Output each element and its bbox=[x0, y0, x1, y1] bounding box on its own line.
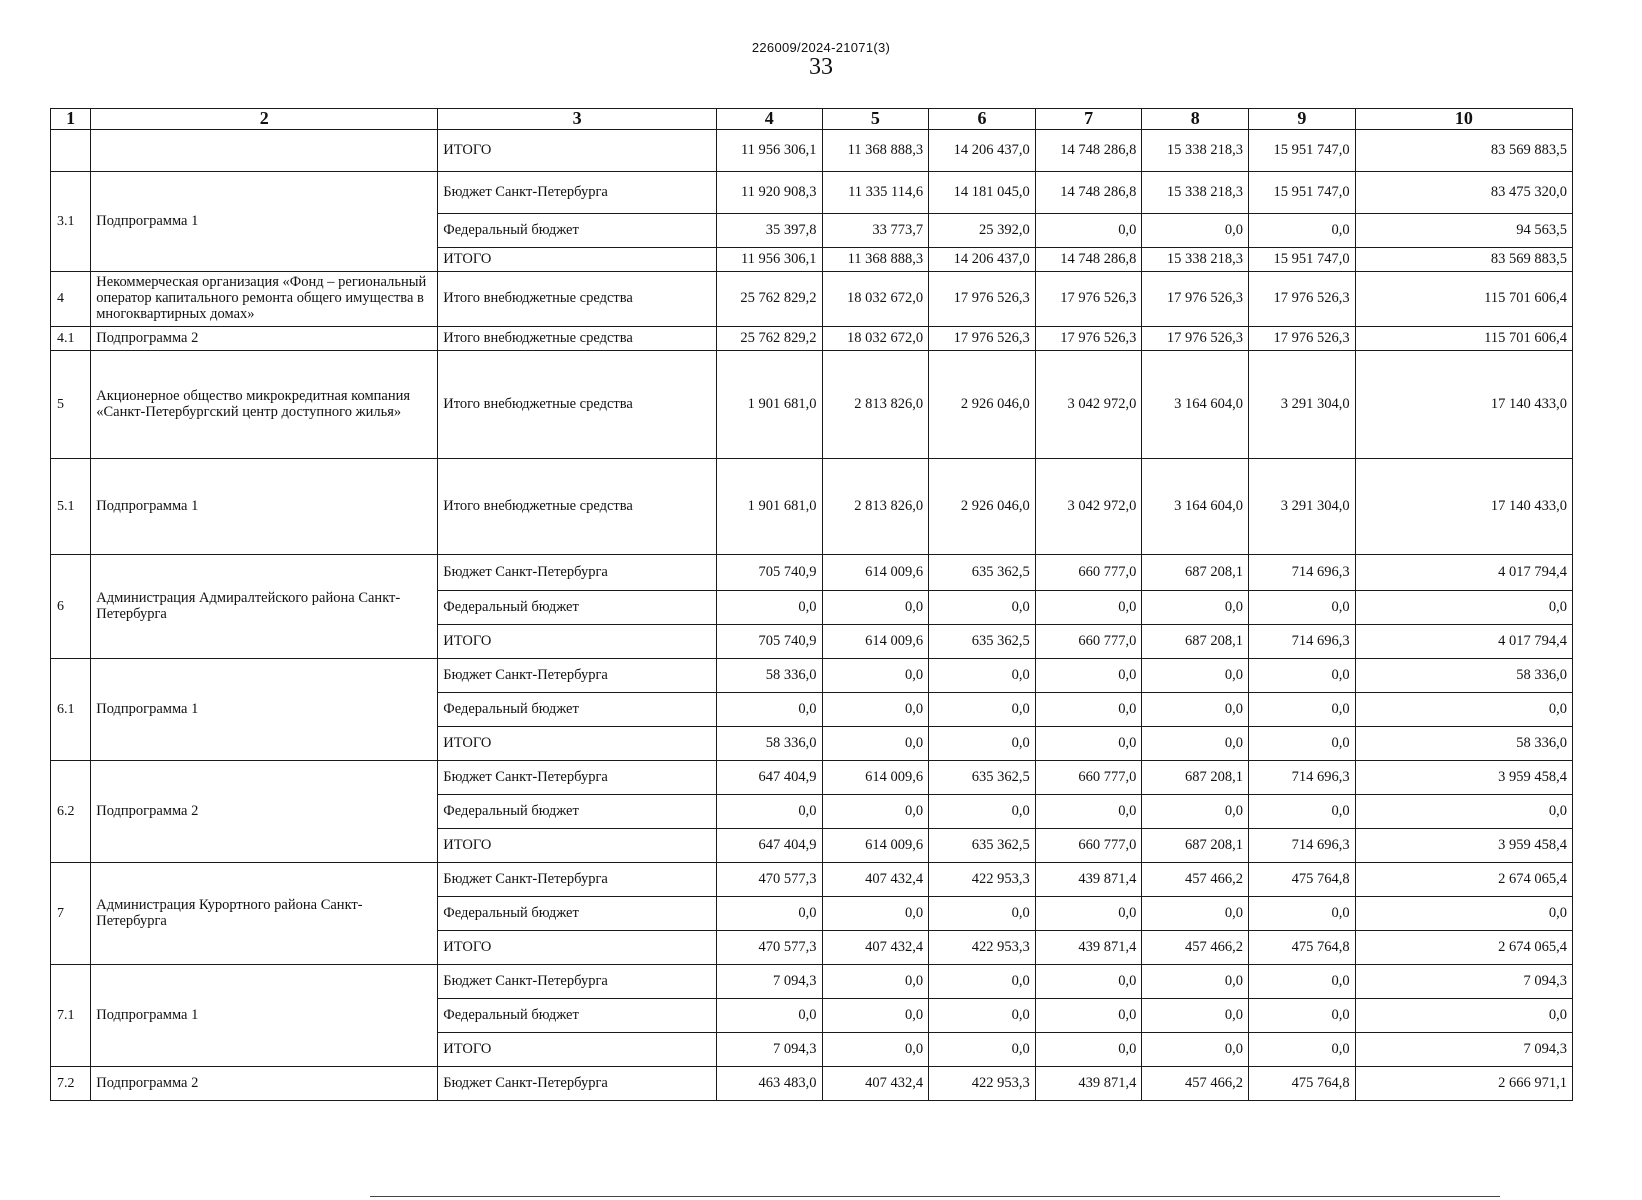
value-cell: 0,0 bbox=[1142, 693, 1249, 727]
funding-source-cell: Итого внебюджетные средства bbox=[438, 351, 717, 459]
value-cell: 457 466,2 bbox=[1142, 863, 1249, 897]
value-cell: 15 951 747,0 bbox=[1249, 130, 1356, 172]
value-cell: 25 762 829,2 bbox=[716, 272, 822, 327]
value-cell: 0,0 bbox=[929, 897, 1036, 931]
header-cell: 3 bbox=[438, 109, 717, 130]
header-cell: 10 bbox=[1355, 109, 1572, 130]
value-cell: 0,0 bbox=[1249, 693, 1356, 727]
value-cell: 0,0 bbox=[1249, 897, 1356, 931]
value-cell: 0,0 bbox=[1035, 727, 1142, 761]
value-cell: 2 813 826,0 bbox=[822, 459, 929, 555]
value-cell: 0,0 bbox=[716, 591, 822, 625]
value-cell: 17 976 526,3 bbox=[929, 327, 1036, 351]
value-cell: 11 368 888,3 bbox=[822, 130, 929, 172]
value-cell: 0,0 bbox=[929, 591, 1036, 625]
value-cell: 660 777,0 bbox=[1035, 829, 1142, 863]
total-value-cell: 7 094,3 bbox=[1355, 1033, 1572, 1067]
value-cell: 14 748 286,8 bbox=[1035, 248, 1142, 272]
row-name-cell: Подпрограмма 1 bbox=[91, 659, 438, 761]
value-cell: 687 208,1 bbox=[1142, 625, 1249, 659]
funding-source-cell: ИТОГО bbox=[438, 931, 717, 965]
header-row bbox=[51, 109, 1573, 130]
total-value-cell: 17 140 433,0 bbox=[1355, 459, 1572, 555]
value-cell: 0,0 bbox=[1142, 727, 1249, 761]
header-cell: 4 bbox=[716, 109, 822, 130]
value-cell: 0,0 bbox=[929, 795, 1036, 829]
value-cell: 0,0 bbox=[1035, 659, 1142, 693]
row-number-cell: 7.1 bbox=[51, 965, 91, 1067]
total-value-cell: 17 140 433,0 bbox=[1355, 351, 1572, 459]
value-cell: 457 466,2 bbox=[1142, 931, 1249, 965]
value-cell: 17 976 526,3 bbox=[1249, 272, 1356, 327]
funding-source-cell: Итого внебюджетные средства bbox=[438, 459, 717, 555]
value-cell: 470 577,3 bbox=[716, 931, 822, 965]
value-cell: 35 397,8 bbox=[716, 214, 822, 248]
value-cell: 3 291 304,0 bbox=[1249, 459, 1356, 555]
total-value-cell: 58 336,0 bbox=[1355, 659, 1572, 693]
row-number-cell: 5.1 bbox=[51, 459, 91, 555]
value-cell: 714 696,3 bbox=[1249, 761, 1356, 795]
document-number: 226009/2024-21071(3) bbox=[751, 40, 891, 55]
value-cell: 705 740,9 bbox=[716, 555, 822, 591]
row-number-cell bbox=[51, 130, 91, 172]
value-cell: 0,0 bbox=[822, 659, 929, 693]
value-cell: 635 362,5 bbox=[929, 829, 1036, 863]
total-value-cell: 94 563,5 bbox=[1355, 214, 1572, 248]
header-cell: 6 bbox=[929, 109, 1036, 130]
value-cell: 1 901 681,0 bbox=[716, 459, 822, 555]
row-name-cell: Некоммерческая организация «Фонд – региональный оператор капитального ремонта общего имущества в многоквартирных домах» bbox=[91, 272, 438, 327]
table-row bbox=[51, 659, 1573, 693]
header-cell: 1 bbox=[51, 109, 91, 130]
total-value-cell: 2 666 971,1 bbox=[1355, 1067, 1572, 1101]
total-value-cell: 0,0 bbox=[1355, 591, 1572, 625]
value-cell: 14 748 286,8 bbox=[1035, 172, 1142, 214]
value-cell: 475 764,8 bbox=[1249, 863, 1356, 897]
table-row bbox=[51, 555, 1573, 591]
total-value-cell: 83 475 320,0 bbox=[1355, 172, 1572, 214]
value-cell: 705 740,9 bbox=[716, 625, 822, 659]
value-cell: 0,0 bbox=[822, 795, 929, 829]
value-cell: 0,0 bbox=[822, 965, 929, 999]
table-row bbox=[51, 327, 1573, 351]
total-value-cell: 83 569 883,5 bbox=[1355, 130, 1572, 172]
value-cell: 0,0 bbox=[1249, 727, 1356, 761]
total-value-cell: 7 094,3 bbox=[1355, 965, 1572, 999]
value-cell: 0,0 bbox=[1249, 965, 1356, 999]
value-cell: 614 009,6 bbox=[822, 761, 929, 795]
value-cell: 635 362,5 bbox=[929, 761, 1036, 795]
value-cell: 614 009,6 bbox=[822, 829, 929, 863]
value-cell: 0,0 bbox=[1142, 795, 1249, 829]
value-cell: 614 009,6 bbox=[822, 625, 929, 659]
total-value-cell: 0,0 bbox=[1355, 999, 1572, 1033]
table-body bbox=[51, 130, 1573, 1101]
value-cell: 25 392,0 bbox=[929, 214, 1036, 248]
value-cell: 0,0 bbox=[929, 965, 1036, 999]
value-cell: 714 696,3 bbox=[1249, 555, 1356, 591]
value-cell: 11 956 306,1 bbox=[716, 248, 822, 272]
value-cell: 11 956 306,1 bbox=[716, 130, 822, 172]
table-row bbox=[51, 761, 1573, 795]
funding-source-cell: Бюджет Санкт-Петербурга bbox=[438, 965, 717, 999]
page-number: 33 bbox=[809, 54, 833, 80]
row-name-cell: Подпрограмма 1 bbox=[91, 172, 438, 272]
funding-source-cell: Федеральный бюджет bbox=[438, 693, 717, 727]
row-name-cell: Подпрограмма 2 bbox=[91, 327, 438, 351]
value-cell: 0,0 bbox=[822, 897, 929, 931]
value-cell: 687 208,1 bbox=[1142, 829, 1249, 863]
funding-source-cell: Федеральный бюджет bbox=[438, 999, 717, 1033]
funding-source-cell: ИТОГО bbox=[438, 625, 717, 659]
value-cell: 439 871,4 bbox=[1035, 1067, 1142, 1101]
total-value-cell: 0,0 bbox=[1355, 795, 1572, 829]
value-cell: 58 336,0 bbox=[716, 659, 822, 693]
value-cell: 17 976 526,3 bbox=[1249, 327, 1356, 351]
table-row bbox=[51, 863, 1573, 897]
value-cell: 14 181 045,0 bbox=[929, 172, 1036, 214]
value-cell: 0,0 bbox=[1249, 999, 1356, 1033]
value-cell: 0,0 bbox=[1249, 591, 1356, 625]
funding-source-cell: Бюджет Санкт-Петербурга bbox=[438, 863, 717, 897]
row-number-cell: 4 bbox=[51, 272, 91, 327]
value-cell: 0,0 bbox=[716, 693, 822, 727]
value-cell: 1 901 681,0 bbox=[716, 351, 822, 459]
value-cell: 439 871,4 bbox=[1035, 863, 1142, 897]
funding-source-cell: Бюджет Санкт-Петербурга bbox=[438, 555, 717, 591]
value-cell: 18 032 672,0 bbox=[822, 272, 929, 327]
value-cell: 0,0 bbox=[822, 693, 929, 727]
row-number-cell: 7 bbox=[51, 863, 91, 965]
value-cell: 2 926 046,0 bbox=[929, 351, 1036, 459]
funding-source-cell: Итого внебюджетные средства bbox=[438, 327, 717, 351]
funding-source-cell: Бюджет Санкт-Петербурга bbox=[438, 1067, 717, 1101]
value-cell: 2 926 046,0 bbox=[929, 459, 1036, 555]
header-cell: 8 bbox=[1142, 109, 1249, 130]
value-cell: 0,0 bbox=[1142, 999, 1249, 1033]
value-cell: 0,0 bbox=[1035, 214, 1142, 248]
value-cell: 0,0 bbox=[929, 1033, 1036, 1067]
funding-source-cell: Бюджет Санкт-Петербурга bbox=[438, 761, 717, 795]
value-cell: 0,0 bbox=[1249, 1033, 1356, 1067]
funding-source-cell: Федеральный бюджет bbox=[438, 591, 717, 625]
row-name-cell: Администрация Адмиралтейского района Санкт-Петербурга bbox=[91, 555, 438, 659]
value-cell: 475 764,8 bbox=[1249, 931, 1356, 965]
value-cell: 17 976 526,3 bbox=[1035, 272, 1142, 327]
value-cell: 7 094,3 bbox=[716, 965, 822, 999]
value-cell: 15 338 218,3 bbox=[1142, 172, 1249, 214]
header-cell: 7 bbox=[1035, 109, 1142, 130]
value-cell: 407 432,4 bbox=[822, 863, 929, 897]
value-cell: 714 696,3 bbox=[1249, 829, 1356, 863]
value-cell: 422 953,3 bbox=[929, 1067, 1036, 1101]
table-row bbox=[51, 130, 1573, 172]
funding-source-cell: Федеральный бюджет bbox=[438, 897, 717, 931]
total-value-cell: 0,0 bbox=[1355, 897, 1572, 931]
value-cell: 11 335 114,6 bbox=[822, 172, 929, 214]
value-cell: 0,0 bbox=[1142, 214, 1249, 248]
total-value-cell: 0,0 bbox=[1355, 693, 1572, 727]
value-cell: 15 951 747,0 bbox=[1249, 248, 1356, 272]
funding-source-cell: ИТОГО bbox=[438, 727, 717, 761]
value-cell: 0,0 bbox=[1035, 897, 1142, 931]
value-cell: 0,0 bbox=[1035, 591, 1142, 625]
value-cell: 0,0 bbox=[1142, 659, 1249, 693]
funding-source-cell: ИТОГО bbox=[438, 248, 717, 272]
header-cell: 2 bbox=[91, 109, 438, 130]
funding-source-cell: ИТОГО bbox=[438, 130, 717, 172]
value-cell: 660 777,0 bbox=[1035, 761, 1142, 795]
value-cell: 17 976 526,3 bbox=[1035, 327, 1142, 351]
value-cell: 0,0 bbox=[1142, 965, 1249, 999]
table-row bbox=[51, 459, 1573, 555]
row-name-cell bbox=[91, 130, 438, 172]
value-cell: 15 338 218,3 bbox=[1142, 130, 1249, 172]
row-name-cell: Подпрограмма 1 bbox=[91, 459, 438, 555]
value-cell: 0,0 bbox=[1035, 795, 1142, 829]
value-cell: 422 953,3 bbox=[929, 863, 1036, 897]
value-cell: 0,0 bbox=[822, 591, 929, 625]
row-number-cell: 4.1 bbox=[51, 327, 91, 351]
value-cell: 714 696,3 bbox=[1249, 625, 1356, 659]
value-cell: 463 483,0 bbox=[716, 1067, 822, 1101]
table-row bbox=[51, 1067, 1573, 1101]
value-cell: 0,0 bbox=[1142, 897, 1249, 931]
value-cell: 0,0 bbox=[1249, 795, 1356, 829]
row-number-cell: 5 bbox=[51, 351, 91, 459]
value-cell: 635 362,5 bbox=[929, 555, 1036, 591]
value-cell: 3 164 604,0 bbox=[1142, 459, 1249, 555]
value-cell: 0,0 bbox=[929, 727, 1036, 761]
value-cell: 0,0 bbox=[929, 693, 1036, 727]
total-value-cell: 4 017 794,4 bbox=[1355, 555, 1572, 591]
value-cell: 33 773,7 bbox=[822, 214, 929, 248]
value-cell: 0,0 bbox=[716, 897, 822, 931]
header-cell: 9 bbox=[1249, 109, 1356, 130]
value-cell: 3 042 972,0 bbox=[1035, 459, 1142, 555]
value-cell: 17 976 526,3 bbox=[1142, 272, 1249, 327]
total-value-cell: 115 701 606,4 bbox=[1355, 327, 1572, 351]
value-cell: 58 336,0 bbox=[716, 727, 822, 761]
value-cell: 17 976 526,3 bbox=[1142, 327, 1249, 351]
value-cell: 0,0 bbox=[1035, 965, 1142, 999]
value-cell: 3 042 972,0 bbox=[1035, 351, 1142, 459]
row-number-cell: 7.2 bbox=[51, 1067, 91, 1101]
value-cell: 660 777,0 bbox=[1035, 555, 1142, 591]
value-cell: 407 432,4 bbox=[822, 931, 929, 965]
value-cell: 407 432,4 bbox=[822, 1067, 929, 1101]
funding-source-cell: Бюджет Санкт-Петербурга bbox=[438, 659, 717, 693]
value-cell: 11 920 908,3 bbox=[716, 172, 822, 214]
funding-source-cell: ИТОГО bbox=[438, 1033, 717, 1067]
budget-table bbox=[50, 108, 1573, 1101]
funding-source-cell: Итого внебюджетные средства bbox=[438, 272, 717, 327]
value-cell: 15 338 218,3 bbox=[1142, 248, 1249, 272]
table-row bbox=[51, 965, 1573, 999]
total-value-cell: 115 701 606,4 bbox=[1355, 272, 1572, 327]
row-name-cell: Акционерное общество микрокредитная компания «Санкт-Петербургский центр доступного жилья» bbox=[91, 351, 438, 459]
value-cell: 0,0 bbox=[929, 999, 1036, 1033]
value-cell: 457 466,2 bbox=[1142, 1067, 1249, 1101]
value-cell: 3 291 304,0 bbox=[1249, 351, 1356, 459]
value-cell: 7 094,3 bbox=[716, 1033, 822, 1067]
value-cell: 25 762 829,2 bbox=[716, 327, 822, 351]
value-cell: 687 208,1 bbox=[1142, 761, 1249, 795]
value-cell: 660 777,0 bbox=[1035, 625, 1142, 659]
total-value-cell: 58 336,0 bbox=[1355, 727, 1572, 761]
value-cell: 647 404,9 bbox=[716, 761, 822, 795]
funding-source-cell: Федеральный бюджет bbox=[438, 795, 717, 829]
total-value-cell: 3 959 458,4 bbox=[1355, 761, 1572, 795]
value-cell: 635 362,5 bbox=[929, 625, 1036, 659]
value-cell: 0,0 bbox=[822, 1033, 929, 1067]
bottom-rule bbox=[370, 1196, 1500, 1197]
value-cell: 0,0 bbox=[822, 999, 929, 1033]
table-row bbox=[51, 272, 1573, 327]
value-cell: 14 206 437,0 bbox=[929, 248, 1036, 272]
value-cell: 0,0 bbox=[1142, 591, 1249, 625]
value-cell: 0,0 bbox=[1035, 999, 1142, 1033]
total-value-cell: 2 674 065,4 bbox=[1355, 863, 1572, 897]
row-number-cell: 3.1 bbox=[51, 172, 91, 272]
value-cell: 11 368 888,3 bbox=[822, 248, 929, 272]
header-cell: 5 bbox=[822, 109, 929, 130]
value-cell: 475 764,8 bbox=[1249, 1067, 1356, 1101]
funding-source-cell: Федеральный бюджет bbox=[438, 214, 717, 248]
value-cell: 0,0 bbox=[822, 727, 929, 761]
funding-source-cell: ИТОГО bbox=[438, 829, 717, 863]
row-number-cell: 6.2 bbox=[51, 761, 91, 863]
value-cell: 15 951 747,0 bbox=[1249, 172, 1356, 214]
total-value-cell: 3 959 458,4 bbox=[1355, 829, 1572, 863]
value-cell: 422 953,3 bbox=[929, 931, 1036, 965]
value-cell: 0,0 bbox=[1142, 1033, 1249, 1067]
value-cell: 647 404,9 bbox=[716, 829, 822, 863]
value-cell: 0,0 bbox=[716, 999, 822, 1033]
value-cell: 14 748 286,8 bbox=[1035, 130, 1142, 172]
row-number-cell: 6 bbox=[51, 555, 91, 659]
row-name-cell: Подпрограмма 2 bbox=[91, 761, 438, 863]
row-number-cell: 6.1 bbox=[51, 659, 91, 761]
row-name-cell: Подпрограмма 2 bbox=[91, 1067, 438, 1101]
value-cell: 0,0 bbox=[929, 659, 1036, 693]
value-cell: 18 032 672,0 bbox=[822, 327, 929, 351]
funding-source-cell: Бюджет Санкт-Петербурга bbox=[438, 172, 717, 214]
value-cell: 3 164 604,0 bbox=[1142, 351, 1249, 459]
table-row bbox=[51, 351, 1573, 459]
table-row bbox=[51, 172, 1573, 214]
value-cell: 17 976 526,3 bbox=[929, 272, 1036, 327]
value-cell: 687 208,1 bbox=[1142, 555, 1249, 591]
total-value-cell: 4 017 794,4 bbox=[1355, 625, 1572, 659]
value-cell: 0,0 bbox=[716, 795, 822, 829]
value-cell: 0,0 bbox=[1249, 214, 1356, 248]
value-cell: 614 009,6 bbox=[822, 555, 929, 591]
value-cell: 470 577,3 bbox=[716, 863, 822, 897]
value-cell: 0,0 bbox=[1035, 1033, 1142, 1067]
total-value-cell: 2 674 065,4 bbox=[1355, 931, 1572, 965]
value-cell: 0,0 bbox=[1035, 693, 1142, 727]
total-value-cell: 83 569 883,5 bbox=[1355, 248, 1572, 272]
value-cell: 14 206 437,0 bbox=[929, 130, 1036, 172]
value-cell: 2 813 826,0 bbox=[822, 351, 929, 459]
row-name-cell: Подпрограмма 1 bbox=[91, 965, 438, 1067]
row-name-cell: Администрация Курортного района Санкт-Петербурга bbox=[91, 863, 438, 965]
value-cell: 439 871,4 bbox=[1035, 931, 1142, 965]
value-cell: 0,0 bbox=[1249, 659, 1356, 693]
